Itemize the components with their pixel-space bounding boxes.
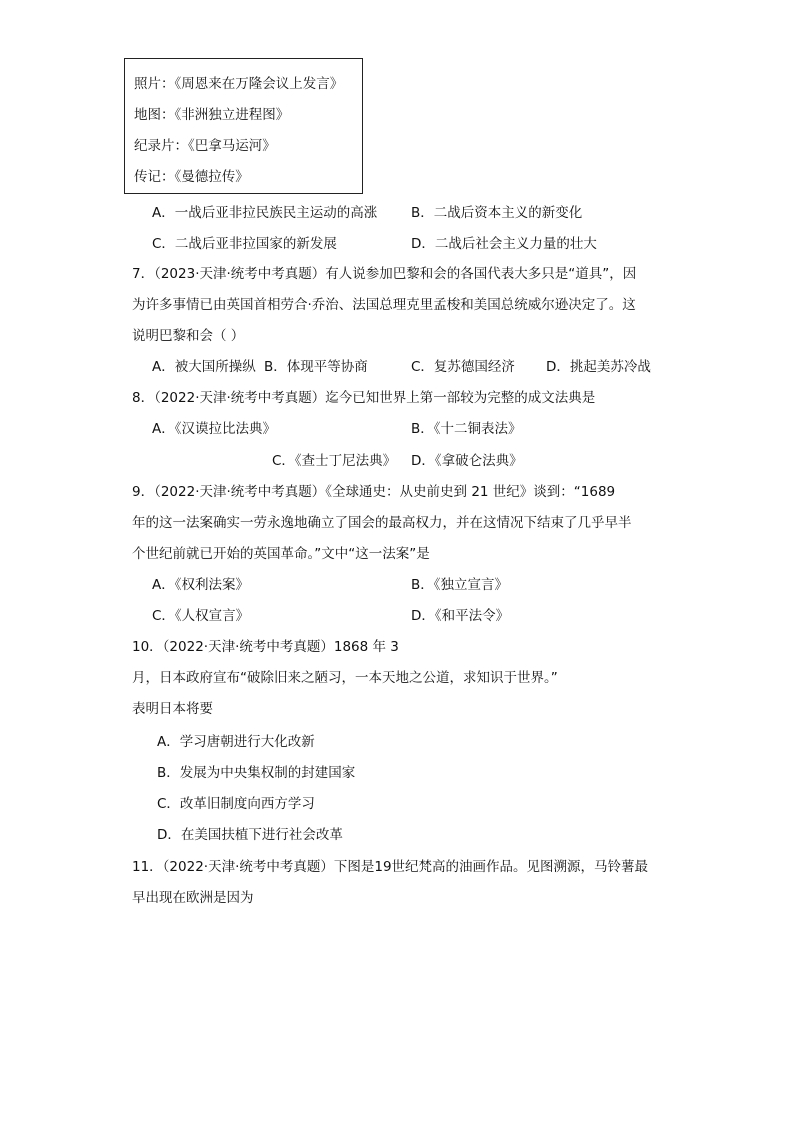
material-map: 地图：《非洲独立进程图》 bbox=[134, 107, 290, 123]
material-biography: 传记：《曼德拉传》 bbox=[134, 169, 249, 185]
material-photo: 照片：《周恩来在万隆会议上发言》 bbox=[134, 76, 344, 92]
q10-stem-line2: 月，日本政府宣布“破除旧来之陋习，一本天地之公道，求知识于世界。” bbox=[132, 670, 558, 686]
q10-option-b[interactable]: B．发展为中央集权制的封建国家 bbox=[157, 765, 356, 781]
q6-option-d[interactable]: D．二战后社会主义力量的壮大 bbox=[411, 236, 597, 252]
q7-option-a[interactable]: A．被大国所操纵 bbox=[152, 359, 256, 375]
q7-stem-line1: 7．（2023·天津·统考中考真题）有人说参加巴黎和会的各国代表大多只是“道具”，因 bbox=[132, 266, 637, 282]
q10-option-d[interactable]: D．在美国扶植下进行社会改革 bbox=[157, 827, 343, 843]
q8-option-d[interactable]: D．《拿破仑法典》 bbox=[411, 453, 523, 469]
q9-option-d[interactable]: D．《和平法令》 bbox=[411, 608, 510, 624]
q8-option-c[interactable]: C．《查士丁尼法典》 bbox=[272, 453, 397, 469]
q10-stem-line1: 10．（2022·天津·统考中考真题）1868 年 3 bbox=[132, 639, 399, 655]
source-materials-box bbox=[124, 58, 363, 194]
q9-stem-line3: 个世纪前就已开始的英国革命。”文中“这一法案”是 bbox=[132, 546, 430, 562]
q10-option-a[interactable]: A．学习唐朝进行大化改新 bbox=[157, 734, 315, 750]
q9-option-a[interactable]: A．《权利法案》 bbox=[152, 577, 249, 593]
q7-option-b[interactable]: B．体现平等协商 bbox=[264, 359, 368, 375]
q11-stem-line1: 11．（2022·天津·统考中考真题）下图是19世纪梵高的油画作品。见图溯源，马铃薯最 bbox=[132, 859, 649, 875]
q10-stem-line3: 表明日本将要 bbox=[132, 701, 213, 717]
q8-stem-line1: 8．（2022·天津·统考中考真题）迄今已知世界上第一部较为完整的成文法典是 bbox=[132, 390, 596, 406]
q7-stem-line2: 为许多事情已由英国首相劳合·乔治、法国总理克里孟梭和美国总统威尔逊决定了。这 bbox=[132, 297, 636, 313]
q8-option-b[interactable]: B．《十二铜表法》 bbox=[411, 421, 522, 437]
q9-stem-line2: 年的这一法案确实一劳永逸地确立了国会的最高权力，并在这情况下结束了几乎早半 bbox=[132, 515, 632, 531]
q8-option-a[interactable]: A．《汉谟拉比法典》 bbox=[152, 421, 276, 437]
q6-option-b[interactable]: B．二战后资本主义的新变化 bbox=[411, 205, 583, 221]
q11-stem-line2: 早出现在欧洲是因为 bbox=[132, 890, 254, 906]
q7-stem-line3: 说明巴黎和会（ ） bbox=[132, 328, 245, 344]
q10-option-c[interactable]: C．改革旧制度向西方学习 bbox=[157, 796, 315, 812]
q7-option-c[interactable]: C．复苏德国经济 bbox=[411, 359, 515, 375]
q6-option-a[interactable]: A．一战后亚非拉民族民主运动的高涨 bbox=[152, 205, 378, 221]
q9-option-b[interactable]: B．《独立宣言》 bbox=[411, 577, 509, 593]
material-documentary: 纪录片：《巴拿马运河》 bbox=[134, 138, 276, 154]
q9-stem-line1: 9．（2022·天津·统考中考真题）《全球通史：从史前史到 21 世纪》谈到：“1689 bbox=[132, 484, 616, 500]
q9-option-c[interactable]: C．《人权宣言》 bbox=[152, 608, 250, 624]
q7-option-d[interactable]: D．挑起美苏冷战 bbox=[546, 359, 651, 375]
q6-option-c[interactable]: C．二战后亚非拉国家的新发展 bbox=[152, 236, 337, 252]
